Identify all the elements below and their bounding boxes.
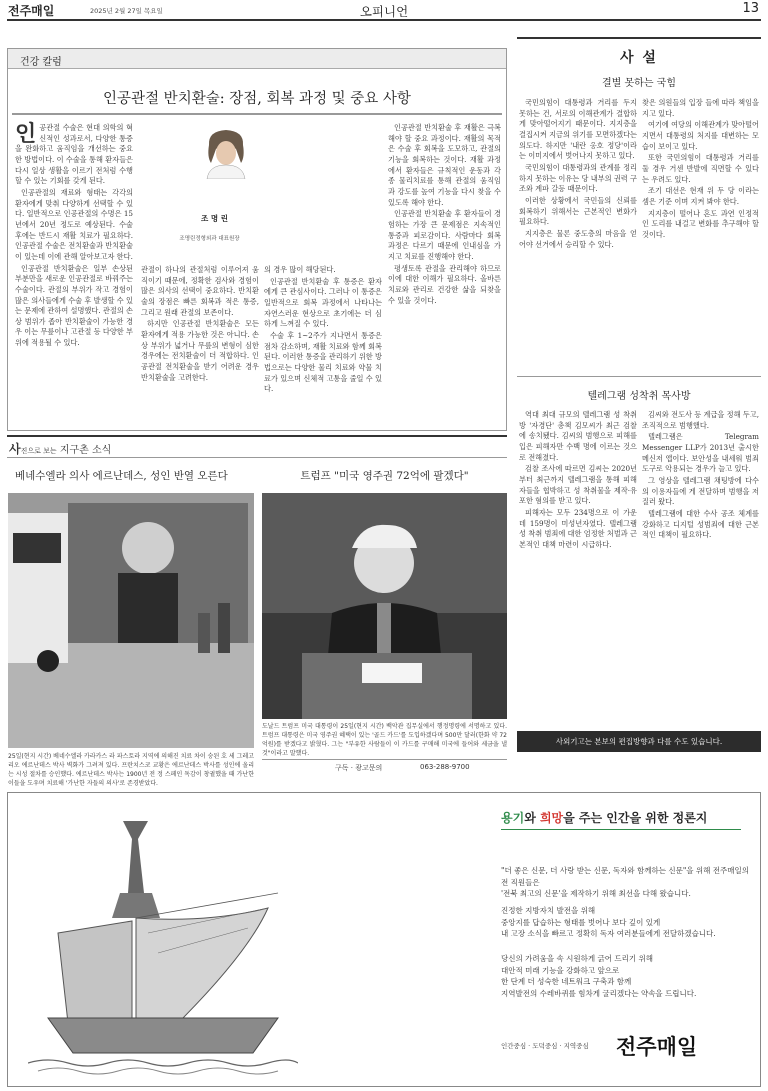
section-title: 오피니언	[359, 4, 409, 19]
story2-photo	[262, 493, 507, 719]
editorial-label: 사 설	[620, 50, 658, 66]
paragraph: 김씨와 전도사 등 계급을 정해 두고, 조직적으로 범행했다.	[642, 410, 759, 430]
issue-date: 2025년 2월 27일 목요일	[90, 7, 163, 15]
masthead: 전주매일	[8, 4, 55, 18]
column-tag-bar	[8, 49, 506, 69]
subscribe-label: 구독 · 광고문의	[335, 764, 383, 772]
subscribe-rule	[262, 759, 507, 760]
story2-caption: 도날드 트럼프 미국 대통령이 25일(현지 시간) 백악관 집무실에서 행정명령에 서명하고 있다. 트럼프 대통령은 미국 영주권 혜택이 있는 '골드 카드'를 도입하겠다며 500만 달러(한화 약 72억원)를 받겠다고 밝혔다. 그는 "부유한 사람들이 이 카드를 구매해 미국에 들어와 세금을 낼 것"이라고 말했다.	[262, 723, 507, 757]
author-box	[141, 123, 258, 263]
column-title-rule	[12, 113, 502, 115]
editorial2-col1	[519, 410, 637, 552]
author-name: 조 명 린	[201, 214, 228, 223]
ad-headline-rest: 을 주는 인간을 위한 정론지	[563, 811, 708, 825]
health-column-box	[7, 48, 507, 431]
column-tag: 건강 칼럼	[20, 57, 62, 68]
ad-line: '전북 최고의 신문'을 제작하기 위해 최선을 다해 왔습니다.	[501, 889, 691, 899]
ad-line: 내 고장 소식을 빠르고 정확히 독자 여러분들에게 전달하겠습니다.	[501, 929, 716, 939]
ad-paragraph-3	[501, 953, 751, 1000]
ad-line: 한 단계 더 성숙한 네트워크 구축과 함께	[501, 977, 632, 987]
paragraph: 찾은 의원들의 입장 들에 따라 책임을 지고 있다.	[642, 98, 759, 118]
ad-paragraph-2	[501, 905, 751, 940]
column-body-col4	[388, 123, 501, 307]
paragraph: 공관절 수술은 현대 의학의 혁신적인 성과로서, 다양한 통증을 완화하고 움직임을 개선하는 중요한 방법이다. 이 수술을 통해 환자들은 다시 일상 생활을 이르기 전처럼 수행할 수 있는 기회를 갖게 된다.	[15, 123, 133, 186]
paragraph: 인공관절 반치환술은 일부 손상된 부분만을 새로운 인공관절로 바꿔주는 수술이다. 관절의 부위가 작고 경험이 많은 의사들에게 수술 후 발생할 수 있는 문제에 관하여 설명했다. 관절의 손상 범위가 좁아 반치환술이 가능한 경우 이는 무릎이나 고관절 등 다양한 부위에 적용될 수 있다.	[15, 263, 133, 348]
editorial-top-rule	[517, 37, 761, 39]
pen-ship-illustration	[28, 813, 298, 1078]
ad-block	[7, 792, 761, 1087]
ad-slogan: 인간중심 · 도덕중심 · 지역중심	[501, 1042, 589, 1050]
drop-cap: 인	[15, 121, 37, 147]
paragraph: 지지층은 물론 중도층의 마음을 얻어야 선거에서 승리할 수 있다.	[519, 228, 637, 249]
ad-line: 중앙지를 답습하는 형태를 벗어나 보다 깊이 있게	[501, 917, 661, 927]
subscribe-phone: 063-288-9700	[420, 763, 470, 771]
column-body-col2	[141, 265, 259, 384]
story1-photo	[8, 493, 254, 748]
ad-headline-rule	[501, 829, 741, 830]
paragraph: 인공관절 반치환술 후 통증은 환자에게 큰 관심사이다. 그러나 이 통증은 일반적으로 회복 과정에서 나타나는 자연스러운 현상으로 초기에는 더 심하게 느껴질 수 있다.	[264, 276, 382, 329]
editorial2-col2	[642, 410, 759, 542]
paragraph: 텔레그램은 Telegram Messenger LLP가 2013년 출시한 메신저 앱이다. 보안성을 내세워 범죄 도구로 악용되는 경우가 늘고 있다.	[642, 432, 759, 474]
ad-line: 대안적 미래 기능을 강화하고 앞으로	[501, 965, 620, 975]
story1-caption: 25일(현지 시간) 베네수엘라 카라카스 라 파스토라 지역에 의해진 치료 차이 숭된 호 세 그레고리오 에르난데스 박사 벽화가 그려져 있다. 프란치스코 교황은 에르난데스 박사를 성인에 올리는 시성 절차를 승인했다. 에르난데스 박사는 1900년 전 정 스페인 독감이 창궐했을 때 가난한 이들을 도우며 치료해 '가난한 자들의 의사'로 존경받았다.	[8, 753, 254, 787]
tag-rest: 지구촌 소식	[56, 445, 112, 456]
editorial-divider	[517, 376, 761, 377]
ad-line: 진정한 지방자치 발전을 위해	[501, 906, 596, 915]
ad-headline-courage: 용기	[501, 811, 525, 825]
paragraph: 여기에 여당의 이해관계가 맞아떨어지면서 대통령의 처지를 대변하는 모습이 보이고 있다.	[642, 120, 760, 151]
paragraph: 그 영상을 텔레그램 채팅방에 다수의 이용자들에 게 전달하며 범행을 저질러 왔다.	[642, 475, 759, 507]
ad-paragraph-1	[501, 865, 751, 900]
paragraph: 피해자는 모두 234명으로 이 가운데 159명이 미성년자였다. 텔레그램 성 착취 범죄에 대한 엄정한 처벌과 근본적인 대책 마련이 시급하다.	[519, 507, 637, 549]
paragraph: 이러한 상황에서 국민들의 신뢰를 회복하기 위해서는 근본적인 변화가 필요하다.	[519, 195, 637, 227]
paragraph: 인공관절 반치환술 후 환자들이 경험하는 가장 큰 문제점은 지속적인 통증과 피로감이다. 사람마다 회복 과정은 다르기 때문에 인내심을 가지고 치료를 진행해야 한다.	[388, 209, 501, 261]
author-portrait	[199, 125, 253, 179]
editorial1-col2	[642, 98, 759, 242]
header-rule	[7, 19, 761, 21]
ad-headline-hope: 희망	[539, 811, 564, 825]
ad-line: "더 좋은 신문, 더 사랑 받는 신문, 독자와 함께하는 신문"을 위해 전주매일의 전 직원들은	[501, 866, 749, 887]
tag-small: 진으로 보는	[20, 447, 57, 455]
photo-news-tag	[9, 440, 111, 457]
page-number: 13	[742, 1, 759, 16]
editorial-title-1: 결별 못하는 국힘	[602, 78, 676, 89]
editorial-title-2: 텔레그램 성착취 목사방	[587, 391, 691, 402]
paragraph: 하지만 인공관절 반치환술은 모든 환자에게 적용 가능한 것은 아니다. 손상 부위가 넓거나 무릎의 변형이 심한 경우에는 전치환술이 더 적합하다. 인공관절 전치환술을 받기 어려운 경우 반치환술을 고려한다.	[141, 319, 259, 382]
paragraph: 인공관절의 재료와 형태는 각각의 환자에게 맞춰 다양하게 선택할 수 있다. 일반적으로 인공관절의 수명은 15년에서 20년 정도로 예상된다. 수술 후에는 반드시 재활 치료가 필요하다. 인공관절 수술은 전치환술과 반치환술이 있는데 이에 관해 알아보고자 한다.	[15, 187, 133, 261]
paragraph: 국민의힘이 대통령과의 관계를 정리하지 못하는 이유는 당 내부의 권력 구조와 계파 갈등 때문이다.	[519, 162, 637, 194]
paragraph: 의 경우 많이 해당된다.	[264, 265, 336, 274]
author-title: 조명린정형외과 대표원장	[179, 236, 240, 242]
ad-headline	[501, 809, 707, 826]
photo-news-sub-rule	[7, 457, 507, 458]
editorial-footer: 사외기고는 본보의 편집방향과 다를 수도 있습니다.	[517, 731, 761, 752]
editorial1-col1	[519, 98, 637, 251]
paragraph: 수술 후 1~2주가 지나면서 통증은 점차 감소하며, 재활 치료와 함께 회복된다. 이러한 통증을 관리하기 위한 방법으로는 다양한 물리 치료와 약물 치료가 있으며 신체적 고통을 줄일 수 있다.	[264, 330, 382, 394]
ad-headline-and: 와	[524, 811, 540, 825]
photo-news-top-rule	[7, 435, 507, 437]
paragraph: 국민의힘이 대통령과 거리를 두지 못하는 건, 서로의 이해관계가 결합하게 맞아떨어지기 때문이다. 지지층을 결집시켜 지금의 위기를 모면하겠다는 의도다. 하지만 '내란 옹호 정당'이라는 이미지에서 벗어나지 못하고 있다.	[519, 98, 637, 161]
story2-title: 트럼프 "미국 영주권 72억에 팔겠다"	[300, 470, 469, 482]
paragraph: 관절이 하나의 관절처럼 이루어져 움직이기 때문에, 정확한 검사와 경험이 많은 의사의 선택이 중요하다. 반치환술의 장점은 빠른 회복과 적은 통증, 그리고 원래 관절의 보존이다.	[141, 265, 259, 317]
ad-logo: 전주매일	[616, 1035, 698, 1059]
editorial-section	[517, 37, 761, 764]
ad-line: 지역발전의 수레바퀴를 힘차게 굴리겠다는 약속을 드립니다.	[501, 988, 697, 998]
paragraph: 텔레그램에 대한 수사 공조 체계를 강화하고 디지털 성범죄에 대한 근본적인 대책이 필요하다.	[642, 508, 759, 540]
paragraph: 검찰 조사에 따르면 김씨는 2020년부터 최근까지 텔레그램을 통해 피해자들을 협박하고 성 착취물을 제작·유포한 혐의를 받고 있다.	[519, 464, 637, 506]
ad-line: 당신의 가려움을 속 시원하게 긁어 드리기 위해	[501, 954, 653, 963]
paragraph: 역대 최대 규모의 텔레그램 성 착취방 '자경단' 총책 김모씨가 최근 검찰에 송치됐다. 김씨의 범행으로 피해를 입은 피해자만 수백 명에 이르는 것으로 전해졌다.	[519, 410, 637, 462]
tag-initial: 사	[9, 442, 21, 456]
paragraph: 평생토록 관절을 관리해야 하므로 이에 대한 이해가 필요하다. 올바른 치료와 관리로 건강한 삶을 되찾을 수 있을 것이다.	[388, 263, 501, 305]
column-body-col1	[15, 123, 133, 350]
paragraph: 또한 국민의힘이 대통령과 거리를 둘 경우 거센 반발에 직면할 수 있다는 우려도 있다.	[642, 153, 759, 184]
column-body-col3	[264, 265, 382, 396]
paragraph: 지지층이 떨어나 혼도 과연 인정적인 도리를 내걸고 변화를 추구해야 할 것이다.	[642, 208, 759, 239]
column-title: 인공관절 반치환술: 장점, 회복 과정 및 중요 사항	[103, 91, 411, 107]
paragraph: 조기 대선은 현재 위 두 당 이라는 셈은 기준 이며 지켜 봐야 한다.	[642, 186, 759, 206]
paragraph: 인공관절 반치환술 후 재활은 극복해야 할 중요 과정이다. 재활의 목적은 수술 후 회복을 도모하고, 관절의 기능을 회복하는 것이다. 재활 과정에서 환자들은 규칙적인 운동과 각종 물리치료를 통해 관절의 움직임과 강도를 높여 기능을 다시 찾을 수 있도록 해야 한다.	[388, 123, 501, 207]
story1-title: 베네수엘라 의사 에르난데스, 성인 반열 오른다	[15, 470, 228, 482]
